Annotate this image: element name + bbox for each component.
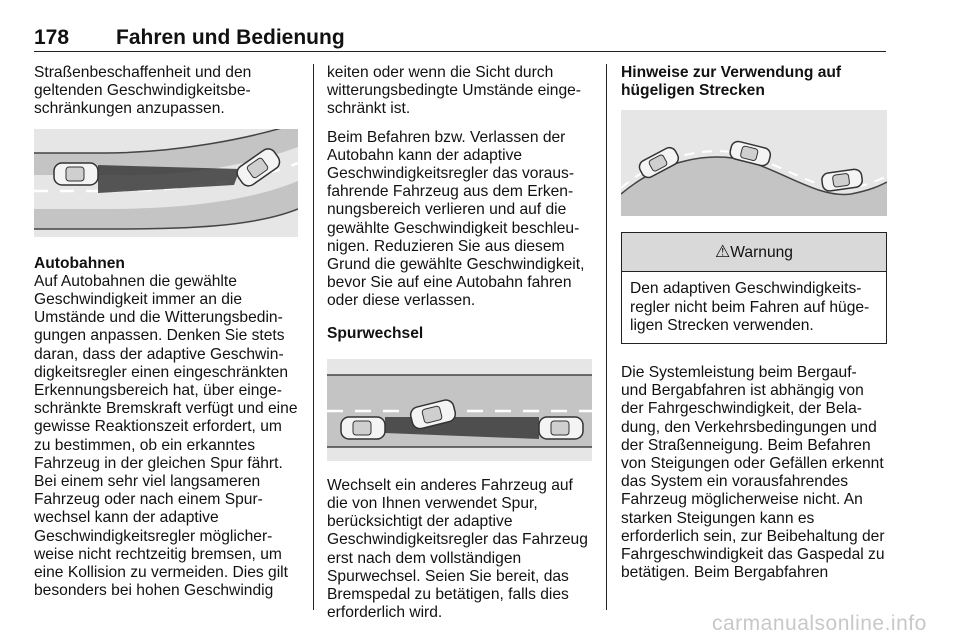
autobahnen-text: Auf Autobahnen die gewählte Geschwindigkeit immer an die Umstände und die Witterungsbedingungen anpassen. Denken Sie stets daran, dass der adaptive Geschwindigkeitsregler einen eingeschränkten Erkennungsbereich hat, über eingeschränkte Bremskraft verfügt und eine gewisse Reaktionszeit erfordert, um zu bestimmen, ob ein erkanntes Fahrzeug in der gleichen Spur fährt. Bei einem sehr viel langsameren Fahrzeug oder nach einem Spurwechsel kann der adaptive Geschwindigkeitsregler möglicherweise nicht rechtzeitig bremsen, um eine Kollision zu vermeiden. Dies gilt besonders bei hohen Geschwindig <box>34 272 298 600</box>
warning-icon: ⚠ <box>715 242 731 262</box>
lane-change-illustration <box>327 359 592 461</box>
curve-road-illustration <box>34 129 298 237</box>
column-divider <box>606 64 607 610</box>
column-3 <box>621 64 887 592</box>
header-rule <box>34 51 886 52</box>
watermark: carmanualsonline.info <box>712 612 927 635</box>
hills-heading: Hinweise zur Verwendung auf hügeligen Strecken <box>621 64 842 100</box>
autobahnen-section <box>34 255 298 601</box>
intro-text: Straßenbeschaffenheit und den geltenden Geschwindigkeitsbeschränkungen anzupassen. <box>34 64 252 118</box>
warning-text: Den adaptiven Geschwindigkeitsregler nicht beim Fahren auf hügeligen Strecken verwenden. <box>630 280 870 334</box>
autobahn-exit-text: Beim Befahren bzw. Verlassen der Autobahn kann der adaptive Geschwindigkeitsregler das vorausfahrende Fahrzeug aus dem Erkennungsbereich verlieren und auf die gewählte Geschwindigkeit beschleunigen. Reduzieren Sie aus diesem Grund die gewählte Geschwindigkeit, bevor Sie auf eine Autobahn fahren oder diese verlassen. <box>327 128 585 310</box>
page-number: 178 <box>34 26 70 49</box>
spurwechsel-heading: Spurwechsel <box>327 324 424 342</box>
page-title: Fahren und Bedienung <box>116 26 345 49</box>
autobahnen-heading: Autobahnen <box>34 254 125 272</box>
spurwechsel-text: Wechselt ein anderes Fahrzeug auf die von Ihnen verwendet Spur, berücksichtigt der adaptive Geschwindigkeitsregler das Fahrzeug erst nach dem vollständigen Spurwechsel. Seien Sie bereit, das Bremspedal zu betätigen, falls dies erforderlich wird. <box>327 476 588 622</box>
page-header <box>34 26 886 54</box>
column-2 <box>327 64 592 632</box>
hills-illustration <box>621 110 887 216</box>
column-1 <box>34 64 298 610</box>
warning-box <box>621 232 887 344</box>
continuation-text: keiten oder wenn die Sicht durch witterungsbedingte Umstände eingeschränkt ist. <box>327 64 581 118</box>
column-divider <box>313 64 314 610</box>
warning-title: Warnung <box>730 244 793 262</box>
warning-header <box>622 233 886 272</box>
hills-text: Die Systemleistung beim Bergauf- und Bergabfahren ist abhängig von der Fahrgeschwindigkeit, der Beladung, den Verkehrsbedingungen und der Straßenneigung. Beim Befahren von Steigungen oder Gefällen erkennt das System ein vorausfahrendes Fahrzeug möglicherweise nicht. An starken Steigungen kann es erforderlich sein, zur Beibehaltung der Fahrgeschwindigkeit das Gaspedal zu betätigen. Beim Bergabfahren <box>621 364 885 582</box>
